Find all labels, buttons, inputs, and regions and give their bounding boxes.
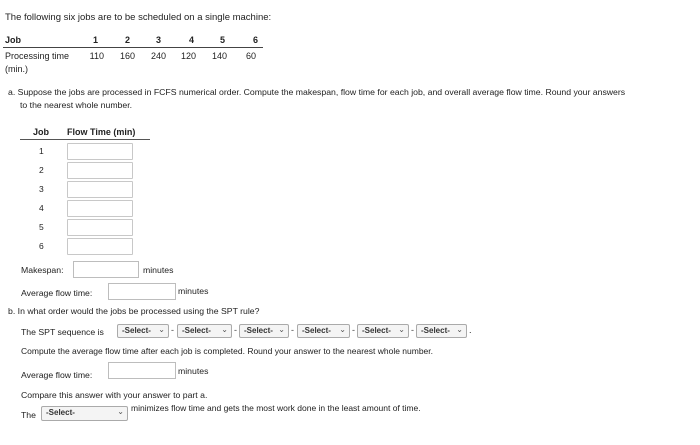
job-number: 3 (155, 35, 161, 45)
part-a-question-cont: to the nearest whole number. (20, 100, 133, 110)
compare-instruction: Compare this answer with your answer to part a. (21, 390, 208, 400)
makespan-label: Makespan: (21, 265, 64, 275)
chevron-down-icon: ⌄ (456, 325, 463, 334)
sequence-dash: - (411, 325, 414, 335)
flow-row-job: 2 (39, 165, 44, 175)
chevron-down-icon: ⌄ (117, 407, 124, 416)
the-label: The (21, 410, 36, 420)
spt-select-3[interactable]: -Select- ⌄ (239, 324, 289, 338)
chevron-down-icon: ⌄ (278, 325, 285, 334)
spt-select-1[interactable]: -Select- ⌄ (117, 324, 169, 338)
flow-time-input[interactable] (67, 181, 133, 198)
sequence-dash: - (234, 325, 237, 335)
processing-time: 240 (150, 51, 166, 61)
flow-time-input[interactable] (67, 219, 133, 236)
conclusion-text: minimizes flow time and gets the most work done in the least amount of time. (131, 403, 421, 413)
chevron-down-icon: ⌄ (221, 325, 228, 334)
processing-time: 140 (211, 51, 227, 61)
spt-select-2[interactable]: -Select- ⌄ (177, 324, 232, 338)
part-b-question: b. In what order would the jobs be processed using the SPT rule? (8, 306, 260, 316)
compute-instruction: Compute the average flow time after each job is completed. Round your answer to the nearest whole number. (21, 346, 434, 356)
flow-table-flow-header: Flow Time (min) (67, 127, 136, 137)
part-a-question: a. Suppose the jobs are processed in FCFS numerical order. Compute the makespan, flow time for each job, and overall average flow time. Round your answers (8, 87, 626, 97)
flow-time-input[interactable] (67, 200, 133, 217)
job-number: 6 (252, 35, 258, 45)
makespan-input[interactable] (73, 261, 139, 278)
avg-flow-unit-a: minutes (178, 286, 209, 296)
flow-table-job-header: Job (33, 127, 50, 137)
processing-time-unit: (min.) (5, 64, 28, 74)
chevron-down-icon: ⌄ (398, 325, 405, 334)
job-number: 4 (188, 35, 194, 45)
job-number: 2 (124, 35, 130, 45)
avg-flow-input-a[interactable] (108, 283, 176, 300)
chevron-down-icon: ⌄ (339, 325, 346, 334)
jobs-table-divider (3, 47, 263, 48)
flow-time-input[interactable] (67, 162, 133, 179)
flow-table-divider (20, 139, 150, 140)
flow-time-input[interactable] (67, 238, 133, 255)
flow-row-job: 5 (39, 222, 44, 232)
spt-select-5[interactable]: -Select- ⌄ (357, 324, 409, 338)
avg-flow-unit-b: minutes (178, 366, 209, 376)
avg-flow-label-b: Average flow time: (21, 370, 93, 380)
spt-select-4[interactable]: -Select- ⌄ (297, 324, 350, 338)
flow-row-job: 6 (39, 241, 44, 251)
flow-row-job: 4 (39, 203, 44, 213)
avg-flow-label-a: Average flow time: (21, 288, 93, 298)
processing-time: 160 (119, 51, 135, 61)
sequence-period: . (469, 325, 472, 335)
processing-time-label: Processing time (5, 51, 70, 61)
sequence-dash: - (171, 325, 174, 335)
processing-time: 60 (245, 51, 256, 61)
sequence-dash: - (352, 325, 355, 335)
chevron-down-icon: ⌄ (158, 325, 165, 334)
spt-select-6[interactable]: -Select- ⌄ (416, 324, 467, 338)
jobs-table-job-label: Job (5, 35, 22, 45)
sequence-dash: - (291, 325, 294, 335)
flow-row-job: 1 (39, 146, 44, 156)
processing-time: 110 (89, 51, 104, 61)
makespan-unit: minutes (143, 265, 174, 275)
spt-sequence-label: The SPT sequence is (21, 327, 104, 337)
job-number: 1 (92, 35, 98, 45)
processing-time: 120 (180, 51, 196, 61)
rule-select[interactable]: -Select- ⌄ (41, 406, 128, 421)
job-number: 5 (219, 35, 225, 45)
intro-text: The following six jobs are to be scheduled on a single machine: (5, 12, 272, 23)
flow-time-input[interactable] (67, 143, 133, 160)
avg-flow-input-b[interactable] (108, 362, 176, 379)
flow-row-job: 3 (39, 184, 44, 194)
